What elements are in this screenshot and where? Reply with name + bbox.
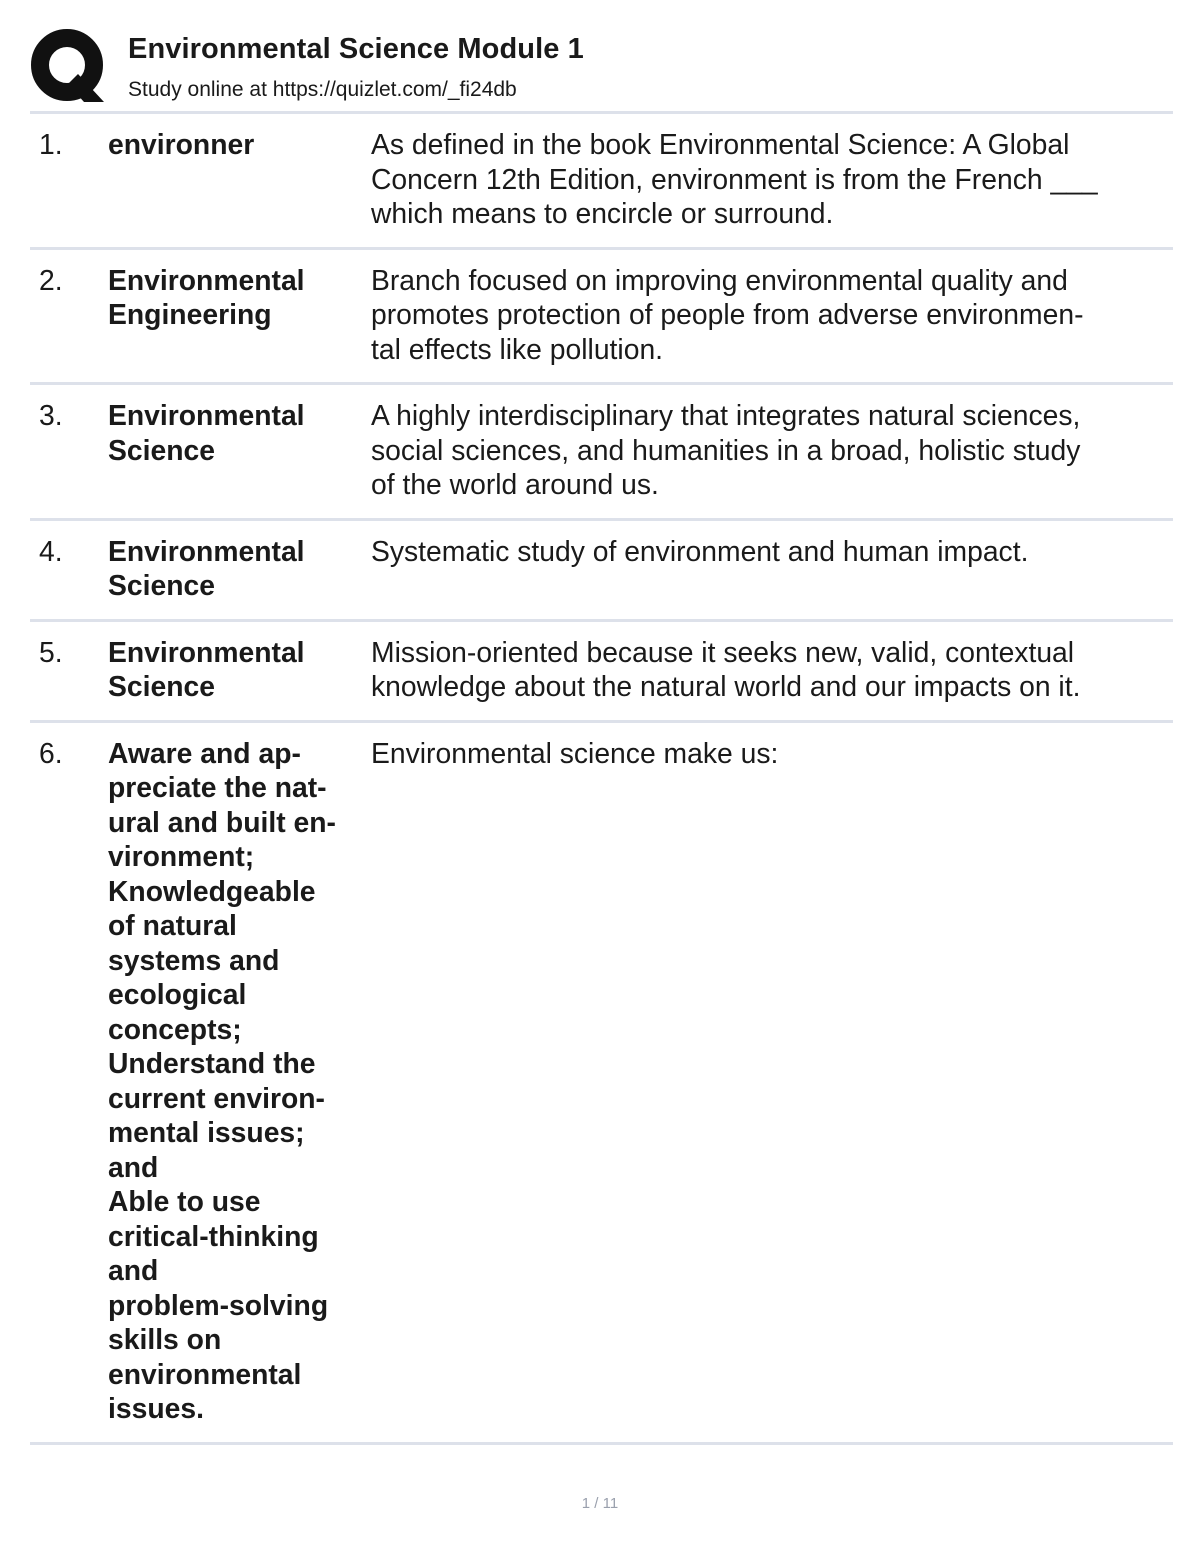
- card-term: [108, 534, 371, 603]
- term-line: Science: [108, 670, 215, 702]
- definition-line: tal effects like pollution.: [371, 332, 664, 365]
- card-number: 2.: [39, 263, 63, 296]
- flashcard-row: [30, 385, 1173, 521]
- term-line: Aware and ap-: [108, 736, 301, 769]
- term-line: ecological: [108, 978, 247, 1010]
- term-line: mental issues;: [108, 1116, 305, 1148]
- term-line: Able to use: [108, 1185, 261, 1217]
- flashcard-row: [30, 250, 1173, 386]
- card-term: [108, 127, 371, 231]
- definition-line: Environmental science make us:: [371, 736, 779, 769]
- definition-line: Concern 12th Edition, environment is from the French ___: [371, 162, 1098, 195]
- term-line: Science: [108, 433, 215, 466]
- term-line: environmental: [108, 1357, 302, 1390]
- definition-line: As defined in the book Environmental Science: A Global: [371, 128, 1070, 160]
- term-line: preciate the nat-: [108, 771, 327, 803]
- card-definition: [371, 127, 1173, 231]
- definition-line: Mission-oriented because it seeks new, valid, contextual: [371, 635, 1075, 668]
- definition-line: A highly interdisciplinary that integrates natural sciences,: [371, 399, 1081, 431]
- definition-line: knowledge about the natural world and our impacts on it.: [371, 670, 1081, 702]
- term-line: Environmental: [108, 263, 305, 296]
- study-online-link-text[interactable]: Study online at https://quizlet.com/_fi24db: [128, 78, 517, 101]
- page-indicator: 1 / 11: [581, 1495, 619, 1512]
- term-line: concepts;: [108, 1012, 242, 1045]
- term-line: Environmental: [108, 534, 305, 567]
- flashcard-row: [30, 723, 1173, 1445]
- card-term: [108, 263, 371, 367]
- card-term: [108, 635, 371, 704]
- quizlet-logo-icon: [30, 28, 108, 106]
- flashcard-row: [30, 622, 1173, 723]
- term-line: ural and built en-: [108, 805, 336, 838]
- card-definition: [371, 263, 1173, 367]
- term-line: and: [108, 1150, 159, 1183]
- card-number: 4.: [39, 534, 63, 567]
- definition-line: Branch focused on improving environmental quality and: [371, 263, 1068, 296]
- card-definition: [371, 398, 1173, 502]
- definition-line: Systematic study of environment and human impact.: [371, 534, 1029, 567]
- term-line: Science: [108, 569, 215, 601]
- card-definition: [371, 736, 1173, 1426]
- term-line: Environmental: [108, 635, 305, 668]
- term-line: environner: [108, 128, 255, 160]
- card-definition: [371, 534, 1173, 603]
- definition-line: social sciences, and humanities in a broad, holistic study: [371, 433, 1081, 466]
- definition-line: which means to encircle or surround.: [371, 197, 834, 229]
- term-line: vironment;: [108, 840, 255, 872]
- card-number: 6.: [39, 736, 63, 769]
- card-number: 3.: [39, 399, 63, 431]
- definition-line: promotes protection of people from adverse environmen-: [371, 298, 1084, 330]
- document-title: Environmental Science Module 1: [128, 33, 584, 65]
- term-line: Environmental: [108, 399, 305, 431]
- flashcard-row: [30, 521, 1173, 622]
- term-line: and: [108, 1254, 159, 1286]
- term-line: Understand the: [108, 1047, 316, 1079]
- flashcard-list: [30, 114, 1173, 1445]
- term-line: issues.: [108, 1392, 204, 1424]
- card-term: [108, 736, 371, 1426]
- term-line: critical-thinking: [108, 1219, 319, 1252]
- term-line: Knowledgeable: [108, 874, 316, 907]
- term-line: problem-solving: [108, 1288, 329, 1321]
- flashcard-row: [30, 114, 1173, 250]
- card-definition: [371, 635, 1173, 704]
- term-line: Engineering: [108, 298, 272, 330]
- term-line: skills on: [108, 1323, 222, 1355]
- term-line: current environ-: [108, 1081, 325, 1114]
- card-term: [108, 398, 371, 502]
- term-line: of natural: [108, 909, 237, 941]
- card-number: 5.: [39, 635, 63, 668]
- term-line: systems and: [108, 943, 280, 976]
- document-header: [30, 28, 1172, 112]
- definition-line: of the world around us.: [371, 468, 659, 500]
- card-number: 1.: [39, 128, 63, 160]
